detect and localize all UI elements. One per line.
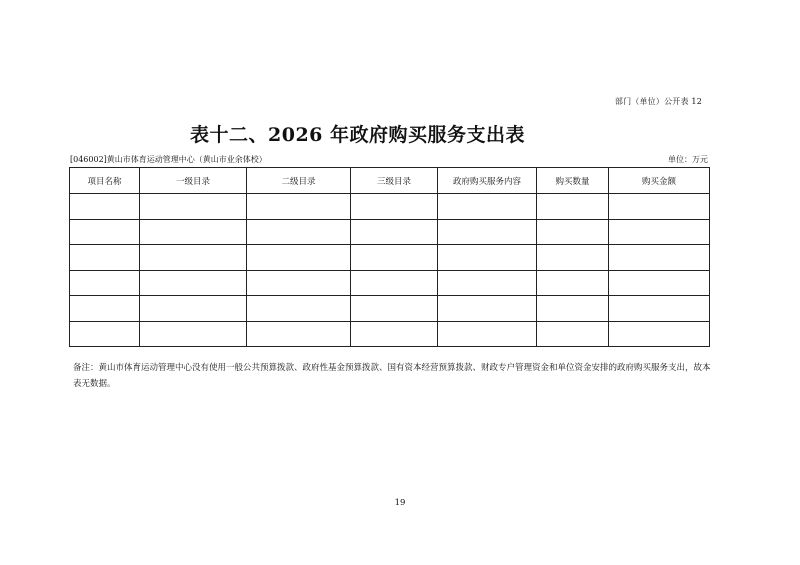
table-cell: [351, 245, 438, 271]
table-cell: [247, 321, 351, 347]
table-cell: [70, 194, 140, 220]
table-cell: [70, 245, 140, 271]
table-cell: [537, 321, 609, 347]
table-cell: [609, 194, 710, 220]
table-cell: [609, 245, 710, 271]
expenditure-table: [69, 167, 710, 347]
table-cell: [537, 296, 609, 322]
table-cell: [140, 245, 247, 271]
table-cell: [247, 245, 351, 271]
table-cell: [609, 219, 710, 245]
table-cell: [140, 321, 247, 347]
table-cell: [438, 321, 537, 347]
table-cell: [247, 296, 351, 322]
page-number: 19: [394, 498, 406, 508]
table-row: [70, 321, 710, 347]
document-label: 部门（单位）公开表 12: [614, 97, 702, 106]
table-cell: [351, 270, 438, 296]
table-cell: [140, 219, 247, 245]
table-caption: [70, 154, 708, 165]
header-level-1-catalog: 一级目录: [140, 168, 247, 194]
table-cell: [438, 296, 537, 322]
table-header-row: [70, 168, 710, 194]
table-cell: [70, 321, 140, 347]
table-cell: [609, 296, 710, 322]
unit-label: 单位：万元: [668, 155, 708, 164]
table-row: [70, 270, 710, 296]
table-cell: [537, 270, 609, 296]
table-cell: [609, 321, 710, 347]
header-project-name: 项目名称: [70, 168, 140, 194]
table-cell: [70, 270, 140, 296]
table-cell: [351, 296, 438, 322]
table-cell: [70, 296, 140, 322]
table-cell: [247, 270, 351, 296]
header-amount: 购买金额: [609, 168, 710, 194]
table-cell: [438, 270, 537, 296]
table-cell: [351, 321, 438, 347]
table-cell: [438, 219, 537, 245]
header-service-content: 政府购买服务内容: [438, 168, 537, 194]
table-cell: [351, 194, 438, 220]
table-cell: [537, 194, 609, 220]
table-cell: [609, 270, 710, 296]
table-cell: [351, 219, 438, 245]
table-row: [70, 296, 710, 322]
table-cell: [537, 219, 609, 245]
table-cell: [537, 245, 609, 271]
unit-name: [046002]黄山市体育运动管理中心（黄山市业余体校）: [70, 155, 267, 164]
header-quantity: 购买数量: [537, 168, 609, 194]
table-row: [70, 219, 710, 245]
page-title: 表十二、2026 年政府购买服务支出表: [190, 124, 525, 146]
table-row: [70, 245, 710, 271]
table-cell: [438, 245, 537, 271]
table-row: [70, 194, 710, 220]
table-cell: [438, 194, 537, 220]
header-level-2-catalog: 二级目录: [247, 168, 351, 194]
table-note: 备注：黄山市体育运动管理中心没有使用一般公共预算拨款、政府性基金预算拨款、国有资本经营预算拨款、财政专户管理资金和单位资金安排的政府购买服务支出，故本表无数据。: [73, 363, 711, 389]
table-cell: [247, 194, 351, 220]
table-cell: [140, 194, 247, 220]
table-cell: [140, 296, 247, 322]
header-level-3-catalog: 三级目录: [351, 168, 438, 194]
table-cell: [70, 219, 140, 245]
table-cell: [140, 270, 247, 296]
table-cell: [247, 219, 351, 245]
